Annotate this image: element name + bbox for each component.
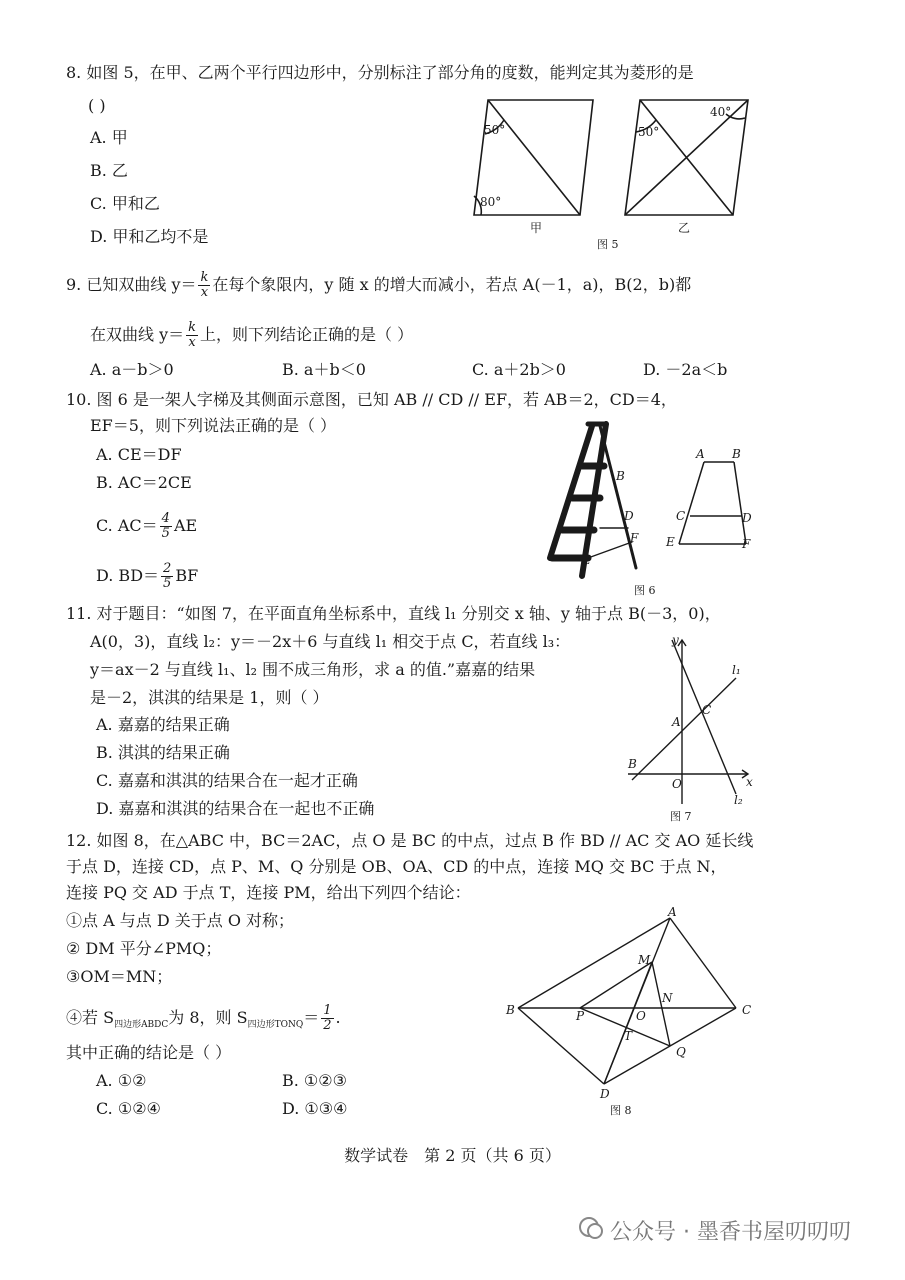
q10-option-d-b: BF (175, 566, 199, 585)
q8-paren: ( ) (88, 96, 106, 115)
q10-option-a: A. CE＝DF (96, 445, 182, 464)
q10-d-num: 2 (163, 561, 172, 576)
point-a-label: A (672, 715, 681, 729)
diagram-label-e: E (666, 535, 675, 549)
q10-stem-2: EF＝5，则下列说法正确的是（ ） (90, 416, 337, 435)
q12-c4-e: . (335, 1008, 341, 1027)
q12-line-3: 连接 PQ 交 AD 于点 T，连接 PM，给出下列四个结论： (66, 883, 471, 902)
q12-ask: 其中正确的结论是（ ） (66, 1043, 232, 1062)
fig8-label-m: M (638, 953, 651, 967)
q8-option-d: D. 甲和乙均不是 (90, 227, 209, 246)
figure-8-caption: 图 8 (610, 1104, 632, 1117)
figure-6-ladder-photo (540, 418, 650, 580)
fig8-label-t: T (624, 1029, 633, 1043)
figure-7 (618, 628, 758, 826)
q10-option-b: B. AC＝2CE (96, 473, 192, 492)
angle-yi-right: 40° (710, 105, 732, 119)
q9-fraction-2 (186, 321, 198, 350)
q12-c4-frac (321, 1004, 333, 1033)
q12-option-d: D. ①③④ (282, 1099, 348, 1118)
q11-line-4: 是－2，淇淇的结果是 1，则（ ） (90, 688, 329, 707)
q11-line-3: y＝ax－2 与直线 l₁、l₂ 围不成三角形，求 a 的值.”嘉嘉的结果 (90, 660, 536, 679)
q12-c4-a: ④若 S (66, 1008, 115, 1027)
q9-line2 (90, 321, 413, 350)
q9-option-b: B. a＋b＜0 (282, 360, 366, 379)
q12-c4-num: 1 (323, 1003, 332, 1018)
figure-6-diagram (634, 442, 762, 602)
q11-line-1: 11. 对于题目：“如图 7，在平面直角坐标系中，直线 l₁ 分别交 x 轴、y 轴于点 B(－3，0)， (66, 604, 721, 623)
q9-frac-num: k (200, 270, 209, 285)
q9-stem-b: 在每个象限内，y 随 x 的增大而减小，若点 A(－1，a)，B(2，b)都 (212, 275, 692, 294)
q11-option-c: C. 嘉嘉和淇淇的结果合在一起才正确 (96, 771, 358, 790)
q10-option-d (96, 562, 198, 591)
line-l1-label: l₁ (732, 663, 741, 677)
q9-line2-b: 上，则下列结论正确的是（ ） (200, 325, 414, 344)
q12-option-a: A. ①② (96, 1071, 147, 1090)
diagram-label-d: D (742, 511, 752, 525)
diagram-label-a: A (696, 447, 705, 461)
q9-fraction (198, 271, 210, 300)
q8-option-b: B. 乙 (90, 161, 128, 180)
diagram-label-f: F (742, 537, 751, 551)
q10-c-den: 5 (161, 526, 170, 541)
diagram-label-b: B (732, 447, 741, 461)
q12-option-b: B. ①②③ (282, 1071, 347, 1090)
wechat-icon (578, 1215, 604, 1241)
fig8-label-n: N (662, 991, 673, 1005)
q8-option-a: A. 甲 (90, 128, 128, 147)
watermark: 公众号 · 墨香书屋叨叨叨 (610, 1220, 851, 1245)
line-l2-label: l₂ (734, 793, 743, 807)
fig8-label-p: P (576, 1009, 585, 1023)
page-footer: 数学试卷 第 2 页（共 6 页） (344, 1146, 561, 1165)
q10-option-d-frac (161, 562, 173, 591)
q10-stem-1: 10. 图 6 是一架人字梯及其侧面示意图，已知 AB // CD // EF，若 AB＝2，CD＝4， (66, 390, 677, 409)
label-yi: 乙 (678, 221, 691, 235)
fig8-label-c: C (742, 1003, 752, 1017)
axis-y-label: y (672, 633, 679, 647)
angle-jia-bottom: 80° (480, 195, 502, 209)
q10-option-d-a: D. BD＝ (96, 566, 160, 585)
q9-option-a: A. a－b＞0 (90, 360, 174, 379)
q9-frac2-num: k (188, 320, 197, 335)
q12-line-1: 12. 如图 8，在△ABC 中，BC＝2AC，点 O 是 BC 的中点，过点 B 作 BD // AC 交 AO 延长线 (66, 831, 754, 850)
q9-frac2-den: x (188, 335, 196, 350)
q12-line-2: 于点 D，连接 CD，点 P、M、Q 分别是 OB、OA、CD 的中点，连接 MQ 交 BC 于点 N， (66, 857, 727, 876)
q12-c4-sub2: 四边形TONQ (247, 1020, 304, 1031)
origin-label: O (672, 777, 682, 791)
q12-conclusion-3: ③OM＝MN； (66, 967, 173, 986)
figure-7-caption: 图 7 (670, 810, 692, 823)
q9-option-d: D. －2a＜b (643, 360, 728, 379)
q10-option-c (96, 512, 197, 541)
figure-6-caption: 图 6 (634, 584, 656, 597)
q12-c4-sub1: 四边形ABDC (114, 1020, 169, 1031)
angle-yi-left: 50° (638, 125, 660, 139)
q9-stem-a: 9. 已知双曲线 y＝ (66, 275, 197, 294)
figure-5 (460, 92, 760, 262)
q12-conclusion-4 (66, 1004, 341, 1035)
q12-c4-b: 为 8，则 S (168, 1008, 248, 1027)
figure-8 (500, 905, 765, 1123)
photo-label-b: B (616, 469, 625, 483)
label-jia: 甲 (530, 221, 543, 235)
q10-d-den: 5 (163, 576, 172, 591)
angle-jia-top: 50° (484, 123, 506, 137)
q11-option-b: B. 淇淇的结果正确 (96, 743, 230, 762)
photo-label-d: D (624, 509, 634, 523)
fig8-label-a: A (668, 905, 677, 919)
fig8-label-o: O (636, 1009, 646, 1023)
fig8-label-d: D (600, 1087, 610, 1101)
q12-c4-c: ＝ (303, 1008, 320, 1027)
q12-conclusion-2: ② DM 平分∠PMQ； (66, 939, 222, 958)
point-c-label: C (702, 703, 712, 717)
figure-5-caption: 图 5 (597, 238, 619, 251)
photo-label-e: E (582, 553, 591, 567)
q10-option-c-a: C. AC＝ (96, 516, 158, 535)
q10-option-c-b: AE (173, 516, 198, 535)
fig8-label-q: Q (676, 1045, 686, 1059)
q11-line-2: A(0，3)，直线 l₂：y＝－2x＋6 与直线 l₁ 相交于点 C，若直线 l₃： (90, 632, 571, 651)
q11-option-a: A. 嘉嘉的结果正确 (96, 715, 230, 734)
q9-line2-a: 在双曲线 y＝ (90, 325, 185, 344)
q12-conclusion-1: ①点 A 与点 D 关于点 O 对称； (66, 911, 295, 930)
diagram-label-c: C (676, 509, 686, 523)
q11-option-d: D. 嘉嘉和淇淇的结果合在一起也不正确 (96, 799, 375, 818)
q12-option-c: C. ①②④ (96, 1099, 161, 1118)
q8-stem: 8. 如图 5，在甲、乙两个平行四边形中，分别标注了部分角的度数，能判定其为菱形的是 (66, 63, 694, 82)
q9-stem (66, 271, 691, 300)
q9-option-c: C. a＋2b＞0 (472, 360, 566, 379)
q10-c-num: 4 (161, 511, 170, 526)
q10-option-c-frac (160, 512, 172, 541)
q8-option-c: C. 甲和乙 (90, 194, 160, 213)
photo-label-f: F (630, 531, 639, 545)
axis-x-label: x (746, 775, 753, 789)
q9-frac-den: x (200, 285, 209, 300)
q12-c4-den: 2 (323, 1018, 332, 1033)
point-b-label: B (628, 757, 637, 771)
fig8-label-b: B (506, 1003, 515, 1017)
